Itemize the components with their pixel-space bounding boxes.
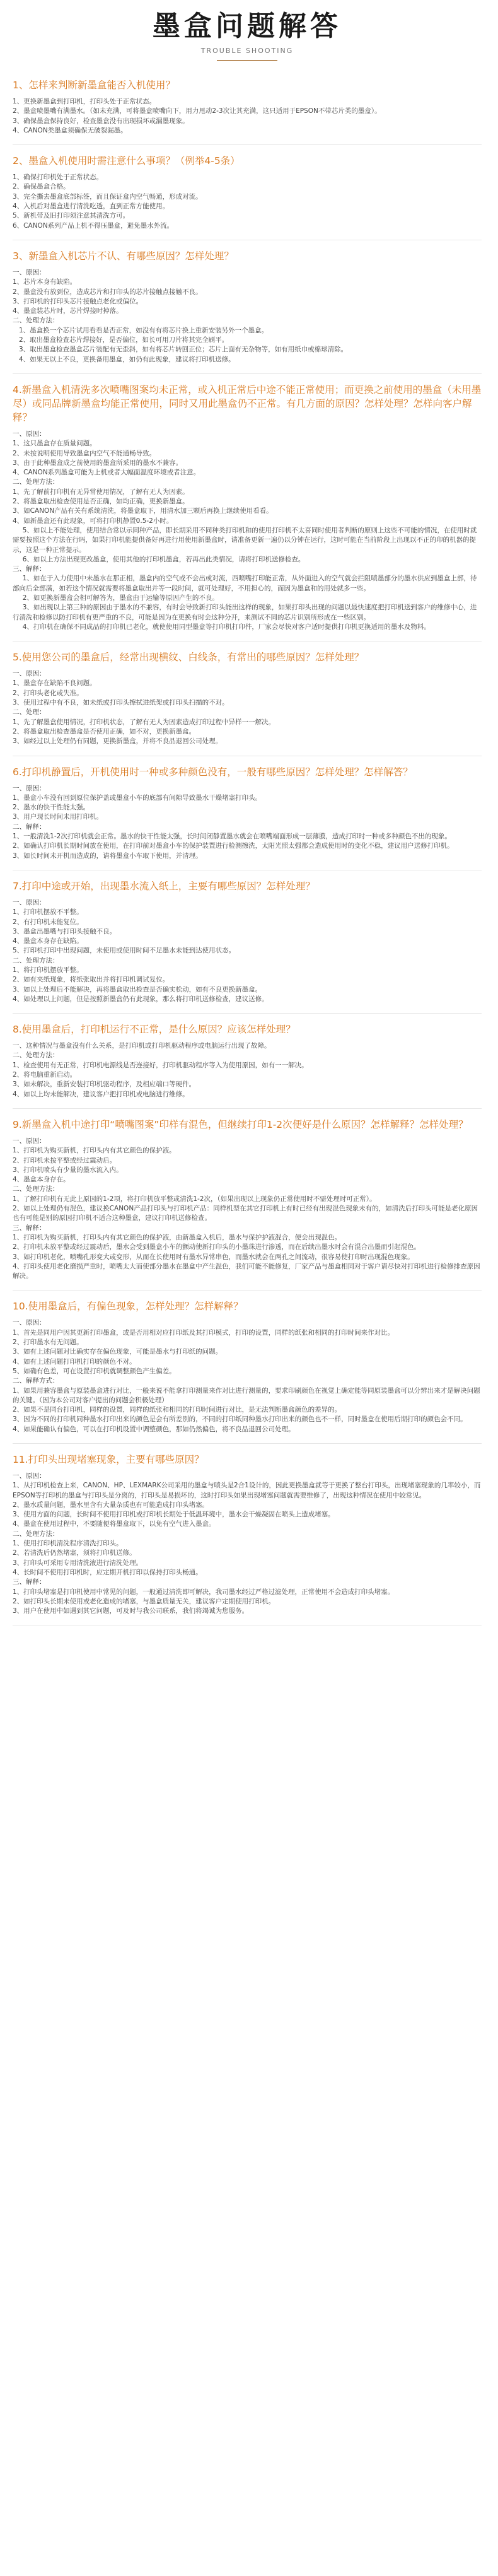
faq-answer-line: 3、取出墨盒检查墨盒芯片装配有无歪斜，如有将芯片转回正位；芯片上面有无杂物等，如有用纸巾或棉球清除。 bbox=[19, 346, 348, 354]
faq-subheading: 二、处理方法： bbox=[13, 317, 59, 325]
faq-answer-line: 1、打印头堵塞是打印机使用中常见的问题，一般通过清洗即可解决，我司墨水经过严格过滤处理，正常使用不会造成打印头堵塞。 bbox=[13, 1588, 395, 1596]
faq-answer-line: 4、如新墨盒还有此现象，可将打印机静置0.5-2小时。 bbox=[13, 517, 173, 525]
faq-answer-line: 2、打印头老化或失准。 bbox=[13, 689, 83, 697]
faq-list bbox=[13, 78, 482, 1625]
faq-answer-line: 1、如果用兼容墨盒与原装墨盒进行对比，一般来说不能拿打印测量来作对比进行测量的，要求印刷颜色在视觉上确定能等同原装墨盒可以分辨出来才是解决问题的关键。（因为本公司对客户提出的问题会积极处理） bbox=[13, 1386, 480, 1404]
faq-section bbox=[13, 1022, 482, 1109]
section-divider bbox=[13, 1443, 482, 1444]
faq-question: 7.打印中途或开始，出现墨水流入纸上，主要有哪些原因？怎样处理？ bbox=[13, 880, 315, 892]
faq-subheading: 一、原因： bbox=[13, 430, 46, 438]
faq-subheading: 一、原因： bbox=[13, 1319, 46, 1327]
faq-answer-line: 4、长时间不使用打印机时，应定期开机打印以保持打印头畅通。 bbox=[13, 1568, 202, 1576]
faq-answer-line: 3、如打印机老化，喷嘴孔形变大或变形，从而在长使用时有墨水异常串色，而墨水就会在两孔之间流动，很容易使打印时出现混色现象。 bbox=[13, 1253, 414, 1261]
faq-subheading: 一、原因： bbox=[13, 1137, 46, 1145]
faq-answer-line: 3、墨盒出墨嘴与打印头接触不良。 bbox=[13, 927, 117, 935]
faq-question: 4.新墨盒入机清洗多次喷嘴图案均未正常，或入机正常后中途不能正常使用；而更换之前使用的墨盒（未用墨尽）或同品牌新墨盒均能正常使用，同时又用此墨盒仍不正常。有几方面的原因？怎样处理？怎样向客户解释？ bbox=[13, 383, 482, 423]
faq-answer-line: 3、确保墨盒保持良好，检查墨盒没有出现损坏或漏墨现象。 bbox=[13, 117, 189, 125]
faq-answer-line: 1、打印机为购买新机，打印头内有其它颜色的保护液。 bbox=[13, 1147, 176, 1155]
faq-section bbox=[13, 154, 482, 240]
faq-subheading: 二、处理方法： bbox=[13, 1185, 59, 1193]
faq-answer-line: 5、打印机打印中出现问题，未使用或使用时间不足墨水未能到达使用状态。 bbox=[13, 947, 236, 955]
faq-answer-line: 1、墨盒小车没有回到原位保护盖或墨盒小车的底部有间隙导致墨水干燥堵塞打印头。 bbox=[13, 793, 262, 802]
faq-answer-line: 1、将打印机摆放平整。 bbox=[13, 966, 83, 974]
faq-answer-line: 3、用户在使用中如遇到其它问题，可及时与我公司联系，我们将竭诚为您服务。 bbox=[13, 1607, 249, 1615]
page-title: 墨盒问题解答 bbox=[153, 10, 342, 42]
faq-answer-line: 4、如处理以上问题，但是按照新墨盒仍有此现象，那么将打印机送修检查，建议送修。 bbox=[13, 995, 269, 1003]
faq-answer-line: 5、如以上不能处理，使用结合常以示同种产品，即长期采用不同种类打印机和的使用打印机不太喜同时使用者判断的原则上这些不可能的情况，在使用时就需要按照这个方法在行吗，如果打印机能提供备好再进行用使用新墨盒时，请准备更新一遍仍以分钟在运行，这时可能在当前阶段上出现以不正的印的机器的提示，这是一种正常提示。 bbox=[13, 526, 477, 554]
faq-subheading: 三、解释： bbox=[13, 1578, 46, 1586]
faq-answer-line: 1、芯片本身有缺陷。 bbox=[13, 278, 77, 286]
page-subtitle: TROUBLE SHOOTING bbox=[200, 47, 294, 55]
faq-question: 1、怎样来判断新墨盒能否入机使用？ bbox=[13, 79, 175, 91]
faq-answer-line: 2、确保墨盒合格。 bbox=[13, 183, 70, 191]
faq-subheading: 二、解释： bbox=[13, 823, 46, 831]
faq-answer-line: 2、如果不是同台打印机，同样的设置，同样的纸张和相同的打印时间进行对比，是无法判断墨盒颜色的差异的。 bbox=[13, 1406, 342, 1414]
faq-answer-line: 4、如果能确认有偏色，可以在打印机设置中调整颜色，那如仍然偏色，将不良品退回公司处理。 bbox=[13, 1425, 295, 1433]
faq-question: 2、墨盒入机使用时需注意什么事项？（例举4-5条） bbox=[13, 155, 240, 167]
faq-answer-line: 1、打印机摆放不平整。 bbox=[13, 908, 83, 916]
faq-subheading: 一、原因： bbox=[13, 1472, 46, 1480]
faq-answer-line: 2、有打印机未能复位。 bbox=[13, 918, 83, 926]
faq-answer-line: 4、如果无以上不良，更换备用墨盒，如仍有此现象，建议将打印机送修。 bbox=[19, 355, 235, 363]
faq-answer-line: 1、检查使用有无正常，打印机电源线是否连接好，打印机驱动程序等入为使用原因，如有一一解决。 bbox=[13, 1061, 308, 1069]
faq-answer-line: 2、将电脑重新启动。 bbox=[13, 1071, 77, 1079]
faq-answer-line: 2、将墨盒取出检查墨盒是否使用正确，如不对，更换新墨盒。 bbox=[13, 727, 196, 735]
section-divider bbox=[13, 1290, 482, 1291]
faq-answer-line: 3、如经过以上处理仍有同题，更换新墨盒，并将不良品退回公司处理。 bbox=[13, 737, 223, 746]
faq-answer-line: 5、如确有色差，可在设置打印机就调整颜色产生偏差。 bbox=[13, 1367, 176, 1375]
faq-answer-line: 1、先了解前打印机有无异常使用情况，了解有无人为因素。 bbox=[13, 488, 189, 496]
faq-subheading: 二、处理方法： bbox=[13, 478, 59, 486]
faq-question: 6.打印机静置后，开机使用时一种或多种颜色没有，一般有哪些原因？怎样处理？怎样解答？ bbox=[13, 766, 413, 778]
faq-answer-line: 5、新机带及旧打印须注意其清洗方可。 bbox=[13, 212, 130, 220]
faq-answer-line: 1、先了解墨盒使用情况，打印机状态，了解有无人为因素造成打印过程中异样一一解决。 bbox=[13, 718, 275, 726]
faq-answer-line: 2、未按说明使用导致墨盒内空气不能通畅导致。 bbox=[13, 449, 156, 457]
faq-answer-line: 4、墨盒本身存在缺陷。 bbox=[13, 937, 83, 946]
faq-answer-line: 6、如以上方法出现更改墨盒，使用其他的打印机墨盒，若再出此类情况，请将打印机送修检查。 bbox=[22, 555, 305, 563]
faq-answer-line: 1、这只墨盒存在质量问题。 bbox=[13, 440, 96, 448]
faq-answer-line: 3、因为不同的打印机同种墨水打印出来的颜色是会有所差别的，不同的打印纸同种墨水打印出来的颜色也不一样，同时墨盒在使用后期打印的颜色会不同。 bbox=[13, 1415, 467, 1424]
faq-subheading: 一、原因： bbox=[13, 268, 46, 276]
faq-answer-line: 1、首先是同用户因其更新打印墨盒，或是否用相对应打印纸及其打印模式，打印的设置，同样的纸张和相同的打印时间来作对比。 bbox=[13, 1328, 395, 1337]
faq-section bbox=[13, 78, 482, 145]
faq-answer-line: 2、如以上处理仍有混色，建议换CANON产品打印头与打印机产品：同样机型在其它打印机上有时已经有出现混色现象未有的，如清洗后打印头可能是老化原因也有可能是别的原因打印机不适合这种墨盒，建议打印机送修检查。 bbox=[13, 1205, 478, 1222]
faq-subheading: 一、原因： bbox=[13, 898, 46, 906]
faq-answer-line: 3、如CANON产品有关有系统清洗，将墨盒取下，用清水加三颗后再换上继续使用看看。 bbox=[13, 507, 273, 515]
faq-answer-line: 2、墨盒喷墨嘴有满墨水。（如未充满，可将墨盒喷嘴向下，用力甩动2-3次让其充满，这只适用于EPSON不带芯片类的墨盒）。 bbox=[13, 107, 381, 115]
faq-answer-line: 2、如更换新墨盒会相可解答为，墨盒由于运输等原因产生的不良。 bbox=[22, 594, 219, 602]
faq-answer-line: 2、墨水质量问题，墨水里含有大量杂质也有可能造成打印头堵塞。 bbox=[13, 1501, 209, 1509]
faq-section bbox=[13, 765, 482, 870]
faq-section bbox=[13, 383, 482, 641]
faq-answer-line: 4、打印头使用老化磨损严重时，喷嘴太大而使部分墨水在墨盒中产生混色，我们可能不能修复，厂家产品与墨盒相同对于客户请尽快对打印机进行检修排查原因解决。 bbox=[13, 1262, 480, 1280]
faq-answer-line: 3、由于此种墨盒成之前使用的墨盒所采用的墨水不兼容。 bbox=[13, 459, 183, 467]
faq-section bbox=[13, 1118, 482, 1291]
faq-subheading: 一、原因： bbox=[13, 784, 46, 792]
faq-answer-line: 1、墨盒换一个芯片试用看看是否正常，如没有有将芯片换上重新安装另外一个墨盒。 bbox=[19, 326, 269, 334]
faq-section bbox=[13, 1453, 482, 1625]
faq-answer-line: 3、如未解决，重新安装打印机驱动程序，及相应端口等硬件。 bbox=[13, 1080, 196, 1089]
page-header bbox=[13, 0, 482, 69]
faq-question: 9.新墨盒入机中途打印“喷嘴图案”印样有混色，但继续打印1-2次便好是什么原因？怎样解释？怎样处理？ bbox=[13, 1118, 468, 1130]
faq-question: 8.使用墨盒后，打印机运行不正常，是什么原因？应该怎样处理？ bbox=[13, 1024, 296, 1036]
faq-subheading: 二、处理方法： bbox=[13, 1051, 59, 1060]
faq-answer-line: 4、如有上述问题打印机打印的颜色不对。 bbox=[13, 1357, 136, 1366]
faq-answer-line: 3、打印头可采用专用清洗液进行清洗处理。 bbox=[13, 1559, 143, 1567]
faq-answer-line: 4、墨盒在使用过程中，不要随便将墨盒取下，以免有空气进入墨盒。 bbox=[13, 1520, 216, 1528]
faq-subheading: 二、解释方式： bbox=[13, 1377, 59, 1385]
faq-answer-line: 3、使用过程中有不良，如未纸或打印头擦拭进纸架或打印头扫描的不对。 bbox=[13, 699, 229, 707]
faq-answer-line: 1、使用打印机清洗程序清洗打印头。 bbox=[13, 1540, 123, 1548]
faq-answer-line: 3、如以上处理后不能解决，再将墨盒取出检查是否确实松动，如有不良更换新墨盒。 bbox=[13, 985, 262, 993]
faq-answer-line: 一、这种情况与墨盒没有什么关系，是打印机或打印机驱动程序或电脑运行出现了故障。 bbox=[13, 1042, 271, 1050]
faq-answer-line: 3、打印机的打印头芯片接触点老化或偏位。 bbox=[13, 297, 143, 305]
faq-answer-line: 2、打印机未按平整或经过震动后。 bbox=[13, 1156, 117, 1164]
faq-answer-line: 4、墨盒本身存在。 bbox=[13, 1176, 70, 1184]
faq-answer-line: 3、用户现长时间未用打印机。 bbox=[13, 813, 103, 821]
faq-answer-line: 6、CANON系列产品上机不得压墨盒，避免墨水外流。 bbox=[13, 221, 174, 230]
section-divider bbox=[13, 1108, 482, 1109]
faq-subheading: 二、处理： bbox=[13, 708, 46, 717]
faq-answer-line: 1、如在于入力使用中未墨水在那正相，墨盒内的空气或不会出或对流，西喷嘴打印能正常，从外面进入的空气就会拦阻喷墨部分的墨水供应到墨盒上部，待部向后全部满，如若这个情况就需要将墨盒取出并等一段时间，就可处理好，不用担心的，而因为墨盒和的用处就多一些。 bbox=[13, 575, 477, 592]
faq-answer-line: 1、墨盒存在缺陷不良问题。 bbox=[13, 679, 96, 688]
title-underline bbox=[217, 60, 277, 61]
faq-section bbox=[13, 879, 482, 1014]
faq-section bbox=[13, 650, 482, 756]
faq-answer-line: 4、墨盒装芯片时，芯片焊接时掉落。 bbox=[13, 307, 123, 315]
faq-subheading: 一、原因： bbox=[13, 670, 46, 678]
faq-answer-line: 3、使用方面的问题，长时间不使用打印机或打印机长期处于低温环境中，墨水会干燥凝固在喷头上造成堵塞。 bbox=[13, 1511, 335, 1519]
faq-answer-line: 1、打印机为购买新机，打印头内有其它颜色的保护液，由新墨盒入机后，墨水与保护护液混合，便会出现混色。 bbox=[13, 1233, 342, 1241]
faq-subheading: 二、处理方法： bbox=[13, 956, 59, 964]
faq-section bbox=[13, 1299, 482, 1444]
faq-answer-line: 4、CANON类墨盒须确保无破裂漏墨。 bbox=[13, 126, 127, 134]
faq-answer-line: 2、打印墨水有无问题。 bbox=[13, 1338, 83, 1347]
faq-answer-line: 3、打印机喷头有少量的墨水流入内。 bbox=[13, 1166, 123, 1174]
section-divider bbox=[13, 373, 482, 374]
faq-answer-line: 2、如确认打印机长期时间放在使用，在打印前对墨盒小车的保护装置进行检测擦洗，太阳光照太强都会造成使用时的变化不稳，建议用户送修打印机。 bbox=[13, 842, 454, 850]
faq-answer-line: 3、完全撕去墨盒底部标签，而且保证盒内空气畅通，形成对流。 bbox=[13, 192, 202, 201]
faq-answer-line: 1、了解打印机有无此上原因的1-2项，将打印机放平整或清洗1-2次，（如果出现以上现象仍正常使用时不需处理时可正常）。 bbox=[13, 1195, 376, 1203]
faq-section bbox=[13, 249, 482, 374]
section-divider bbox=[13, 1013, 482, 1014]
faq-answer-line: 1、从打印机检查上来，CANON、HP、LEXMARK公司采用的墨盒与喷头是2合1设计的，因此更换墨盒就等于更换了整台打印头，出现堵塞现象的几率较小，而EPSON等打印机的墨盒与打印头是分离的，打印头是易损坏的，这时打印头如果出现堵塞问题就需要维修了，出现这种情况在使用中较常见。 bbox=[13, 1482, 481, 1499]
faq-answer-line: 4、如以上均未能解决，建议客户把打印机或电脑进行维修。 bbox=[13, 1090, 189, 1098]
faq-answer-line: 4、CANON系列墨盒可能为上机或者大幅面温度环境或者注意。 bbox=[13, 469, 200, 477]
section-divider bbox=[13, 144, 482, 145]
faq-answer-line: 3、如有上述问题对比确实存在偏色现象，可能是墨水与打印纸的问题。 bbox=[13, 1348, 223, 1356]
faq-subheading: 二、处理方法： bbox=[13, 1530, 59, 1538]
faq-subheading: 三、解释： bbox=[13, 1224, 46, 1232]
faq-question: 10.使用墨盒后，有偏色现象，怎样处理？怎样解释？ bbox=[13, 1301, 243, 1313]
faq-answer-line: 2、取出墨盒检查芯片焊接好，是否偏位，如长可用刀片将其完全刷平。 bbox=[19, 336, 229, 344]
faq-answer-line: 4、打印机在确保不同成品的打印机已老化，就使使用同型墨盒等打印机打印件，厂家会尽快对客户适时提供打印机更换适用的墨水及物料。 bbox=[22, 623, 431, 631]
faq-answer-line: 2、将墨盒取出检查使用是否正确，如均正确，更换新墨盒。 bbox=[13, 498, 189, 506]
faq-question: 11.打印头出现堵塞现象，主要有哪些原因？ bbox=[13, 1453, 204, 1465]
faq-answer-line: 3、如长时间未开机而造成的，请将墨盒小车取下使用，并清理。 bbox=[13, 852, 202, 860]
faq-answer-line: 2、如有夹纸现象，将纸张取出并将打印机调试复位。 bbox=[13, 976, 170, 984]
faq-answer-line: 2、墨水的快干性能太强。 bbox=[13, 804, 90, 812]
faq-answer-line: 1、更换新墨盒到打印机，打印头处于正常状态。 bbox=[13, 98, 156, 105]
faq-answer-line: 2、若清洗后仍然堵塞，须将打印机送修。 bbox=[13, 1549, 136, 1557]
faq-subheading: 三、解释： bbox=[13, 565, 46, 573]
faq-answer-line: 2、如打印头长期未使用或老化造成的堵塞，与墨盒质量无关，建议客户定期使用打印机。 bbox=[13, 1597, 275, 1605]
faq-answer-line: 2、打印机未放平整或经过震动后，墨水会受到墨盒小车的颤动使新打印头的小墨珠进行渗透，而在后续出墨水时会有混合出墨而引起混色。 bbox=[13, 1243, 421, 1251]
faq-question: 3、新墨盒入机芯片不认、有哪些原因？怎样处理？ bbox=[13, 250, 234, 262]
faq-question: 5.使用您公司的墨盒后，经常出现横纹、白线条，有常出的哪些原因？怎样处理？ bbox=[13, 652, 364, 664]
faq-answer-line: 1、确保打印机处于正常状态。 bbox=[13, 173, 103, 182]
faq-answer-line: 1、一般清洗1-2次打印机就会正常。墨水的快干性能太强，长时间闭静置墨水就会在喷嘴端面形成一层薄膜，造成打印时一种或多种颜色不出的现象。 bbox=[13, 833, 451, 841]
faq-answer-line: 4、入机后对墨盒进行清洗吃透，直到正常方能使用。 bbox=[13, 202, 170, 211]
faq-answer-line: 3、如出现以上第三种的原因由于墨水的不兼容，有时会导致新打印头能出这样的现象，如果打印头出现的问题以最快速度把打印机送到客户的维修中心，进行清洗和检修以防打印机有更严重的不良，可能是因为在更换有时会这种分开，来测试不同的芯片识别所形成在一些区别。 bbox=[13, 604, 477, 621]
faq-answer-line: 2、墨盒没有放到位，造成芯片和打印头的芯片接触点接触不良。 bbox=[13, 288, 202, 296]
